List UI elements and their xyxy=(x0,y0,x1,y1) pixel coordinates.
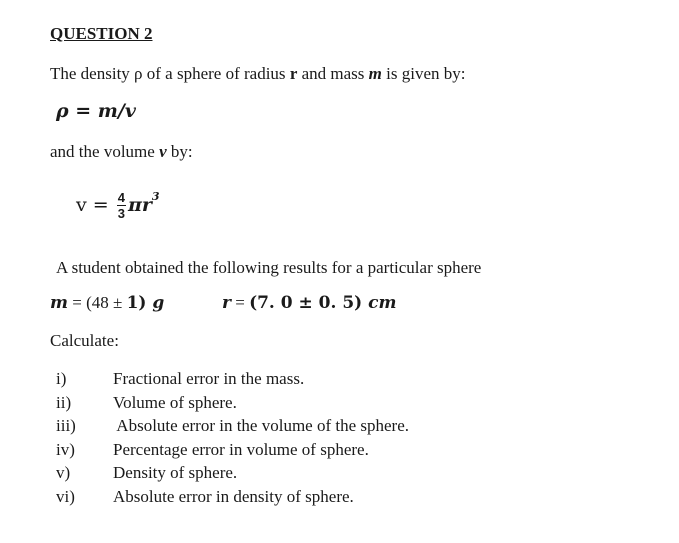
radius-result-symbol: r xyxy=(222,293,231,313)
radius-result-value: (7. 0 ± 0. 5) xyxy=(249,293,369,313)
radius-result xyxy=(222,293,396,313)
question-heading: QUESTION 2 xyxy=(50,24,153,43)
volume-intro-text-2: by: xyxy=(166,142,193,161)
intro-text-1: The density ρ of a sphere of radius xyxy=(50,64,290,83)
calculate-label: Calculate: xyxy=(50,331,119,350)
task-text: Fractional error in the mass. xyxy=(113,369,305,388)
task-text: Density of sphere. xyxy=(113,463,238,482)
task-text: Absolute error in density of sphere. xyxy=(113,487,354,506)
fraction-denominator: 3 xyxy=(117,205,125,221)
task-number: iii) xyxy=(56,416,76,435)
mass-symbol: m xyxy=(368,64,382,83)
density-formula: ρ = m/v xyxy=(56,100,136,122)
mass-result-equals: = (48 ± xyxy=(68,293,127,312)
task-number: ii) xyxy=(56,393,72,412)
four-thirds-fraction xyxy=(117,191,126,220)
mass-result-unit: g xyxy=(152,293,165,313)
pi-r-term: πr xyxy=(127,194,152,216)
task-text: Volume of sphere. xyxy=(113,393,237,412)
cube-exponent: 3 xyxy=(151,190,160,203)
mass-result xyxy=(50,293,164,313)
radius-result-equals: = xyxy=(230,293,250,312)
task-number: i) xyxy=(56,369,67,388)
volume-intro-text-1: and the volume xyxy=(50,142,160,161)
volume-formula-lhs: v = xyxy=(76,194,109,216)
volume-formula xyxy=(76,190,160,220)
task-text: Percentage error in volume of sphere. xyxy=(113,440,369,459)
volume-symbol: v xyxy=(159,142,167,161)
task-text: Absolute error in the volume of the sphere. xyxy=(113,416,410,435)
mass-result-value: 1) xyxy=(126,293,153,313)
intro-text-3: is given by: xyxy=(381,64,466,83)
task-number: iv) xyxy=(56,440,75,459)
intro-sentence xyxy=(50,64,465,84)
task-number: v) xyxy=(56,463,71,482)
results-intro: A student obtained the following results for a particular sphere xyxy=(56,258,482,277)
task-number: vi) xyxy=(56,487,75,506)
mass-result-symbol: m xyxy=(50,293,68,313)
volume-intro-sentence xyxy=(50,142,193,162)
intro-text-2: and mass xyxy=(297,64,369,83)
fraction-numerator: 4 xyxy=(117,189,125,205)
radius-result-unit: cm xyxy=(368,293,397,313)
radius-symbol: r xyxy=(289,64,298,83)
